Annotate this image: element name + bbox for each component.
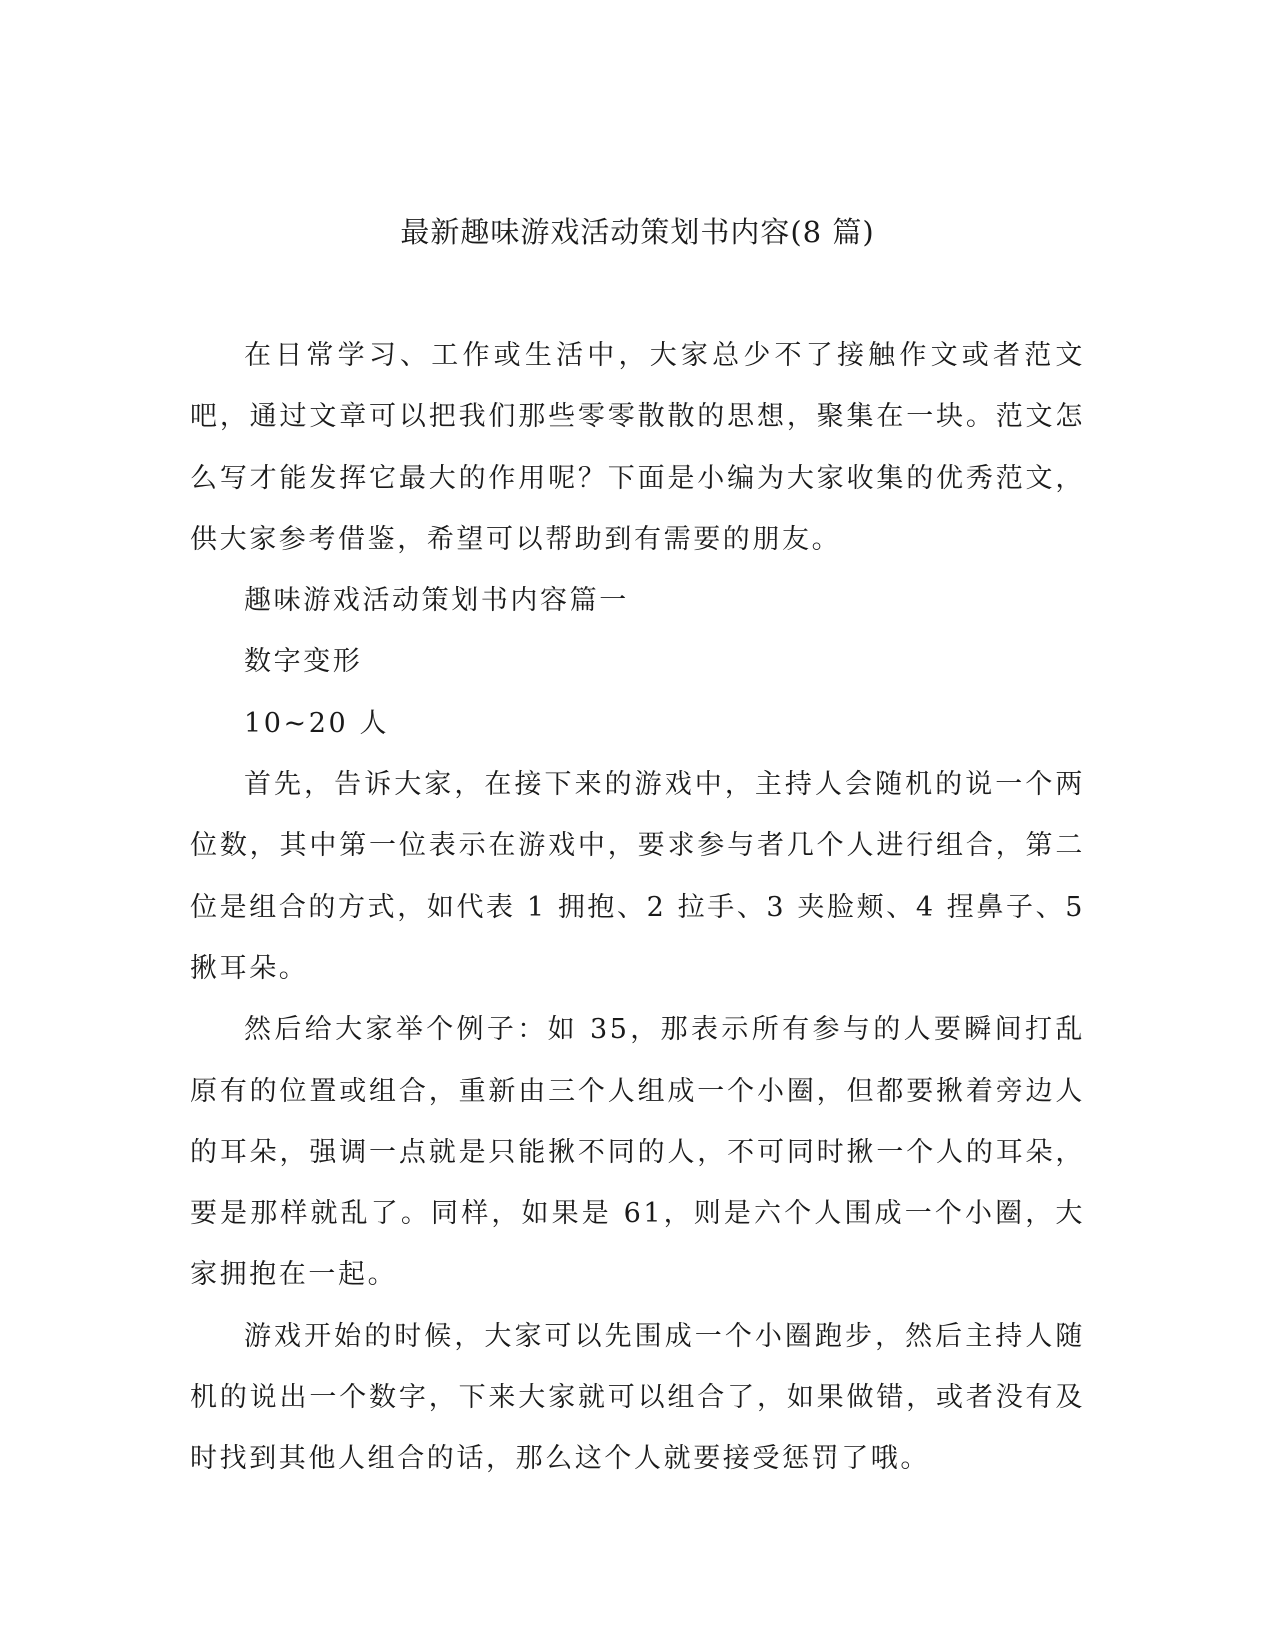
example-paragraph: 然后给大家举个例子：如 35，那表示所有参与的人要瞬间打乱原有的位置或组合，重新由三个人组成一个小圈，但都要揪着旁边人的耳朵，强调一点就是只能揪不同的人，不可同时揪一个人的耳朵，要是那样就乱了。同样，如果是 61，则是六个人围成一个小圈，大家拥抱在一起。 xyxy=(190,1014,1085,1291)
game-name: 数字变形 xyxy=(244,646,363,678)
document-body xyxy=(190,325,1085,1490)
procedure-paragraph: 游戏开始的时候，大家可以先围成一个小圈跑步，然后主持人随机的说出一个数字，下来大家就可以组合了，如果做错，或者没有及时找到其他人组合的话，那么这个人就要接受惩罚了哦。 xyxy=(190,1320,1085,1475)
rules-paragraph: 首先，告诉大家，在接下来的游戏中，主持人会随机的说一个两位数，其中第一位表示在游戏中，要求参与者几个人进行组合，第二位是组合的方式，如代表 1 拥抱、2 拉手、3 夹脸颊、4 捏鼻子、5 揪耳朵。 xyxy=(190,769,1085,984)
document-title: 最新趣味游戏活动策划书内容(8 篇) xyxy=(400,215,875,249)
intro-paragraph: 在日常学习、工作或生活中，大家总少不了接触作文或者范文吧，通过文章可以把我们那些零零散散的思想，聚集在一块。范文怎么写才能发挥它最大的作用呢？下面是小编为大家收集的优秀范文，供大家参考借鉴，希望可以帮助到有需要的朋友。 xyxy=(190,340,1085,555)
section-heading: 趣味游戏活动策划书内容篇一 xyxy=(244,585,629,617)
players-count: 10~20 人 xyxy=(244,707,390,739)
